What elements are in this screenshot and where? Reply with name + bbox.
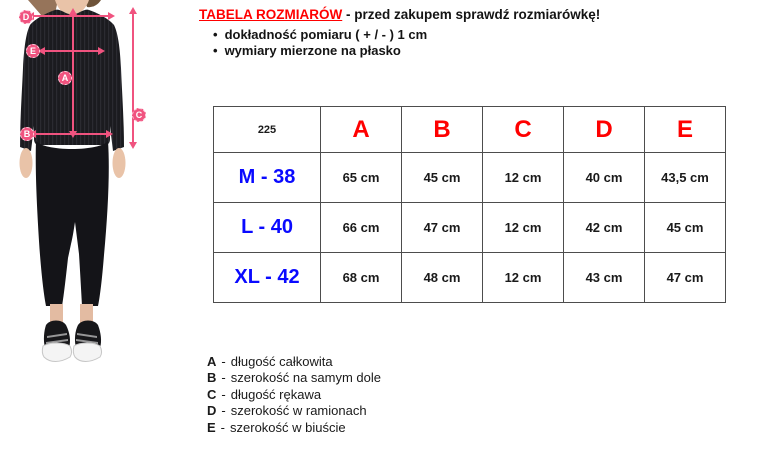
legend-item-e: [207, 420, 381, 436]
right-shoe-sole: [73, 343, 101, 362]
table-header-row: [214, 107, 726, 153]
note-item: • wymiary mierzone na płasko: [213, 43, 427, 59]
measure-point-c: C: [132, 108, 146, 122]
cell-value: 12 cm: [483, 253, 564, 303]
legend-separator: -: [220, 419, 226, 435]
legend-text: długość całkowita: [230, 354, 333, 369]
legend-separator: -: [221, 370, 226, 386]
measure-line-a: [72, 10, 74, 136]
measure-point-b: B: [20, 127, 34, 141]
cell-value: 48 cm: [402, 253, 483, 303]
table-row-l40: [214, 203, 726, 253]
measure-point-d: D: [19, 10, 33, 24]
cell-value: 43,5 cm: [645, 153, 726, 203]
page-title: TABELA ROZMIARÓW: [199, 7, 343, 22]
headline: [199, 7, 600, 22]
legend-separator: -: [221, 403, 226, 419]
cell-value: 45 cm: [645, 203, 726, 253]
cell-value: 42 cm: [564, 203, 645, 253]
legend-item-d: [207, 403, 381, 419]
cell-value: 45 cm: [402, 153, 483, 203]
cell-value: 65 cm: [321, 153, 402, 203]
product-code: 225: [214, 107, 321, 153]
cell-value: 66 cm: [321, 203, 402, 253]
legend-letter: A: [207, 354, 217, 369]
notes-list: [213, 27, 427, 59]
size-label: XL - 42: [214, 253, 321, 303]
right-hand-skin: [113, 148, 126, 178]
left-shoe-sole: [42, 343, 71, 362]
legend-item-a: [207, 354, 381, 370]
column-header-c: C: [483, 107, 564, 153]
legend-letter: D: [207, 403, 217, 419]
cell-value: 40 cm: [564, 153, 645, 203]
cell-value: 47 cm: [402, 203, 483, 253]
left-hand-skin: [20, 148, 33, 178]
legend-item-c: [207, 387, 381, 403]
cell-value: 47 cm: [645, 253, 726, 303]
measure-point-a: A: [58, 71, 72, 85]
size-label: M - 38: [214, 153, 321, 203]
legend-text: szerokość w biuście: [230, 419, 346, 435]
legend-text: szerokość na samym dole: [230, 370, 382, 386]
size-label: L - 40: [214, 203, 321, 253]
column-header-a: A: [321, 107, 402, 153]
legend-text: długość rękawa: [230, 386, 322, 402]
model-photo: [0, 0, 190, 365]
table-row-xl42: [214, 253, 726, 303]
leggings: [36, 141, 109, 306]
legend-letter: C: [207, 386, 217, 402]
cell-value: 12 cm: [483, 153, 564, 203]
cell-value: 43 cm: [564, 253, 645, 303]
legend-letter: E: [207, 419, 216, 435]
measure-line-d: [29, 15, 113, 17]
legend-text: szerokość w ramionach: [230, 403, 367, 419]
column-header-e: E: [645, 107, 726, 153]
cell-value: 12 cm: [483, 203, 564, 253]
table-row-m38: [214, 153, 726, 203]
legend-separator: -: [221, 386, 226, 402]
size-table: [213, 106, 726, 303]
column-header-b: B: [402, 107, 483, 153]
legend-item-b: [207, 370, 381, 386]
measure-point-e: E: [26, 44, 40, 58]
legend-letter: B: [207, 370, 217, 386]
note-item: • dokładność pomiaru ( + / - ) 1 cm: [213, 27, 427, 43]
column-header-d: D: [564, 107, 645, 153]
measure-line-c: [132, 9, 134, 147]
legend-separator: -: [221, 354, 226, 369]
cell-value: 68 cm: [321, 253, 402, 303]
page-subtitle: - przed zakupem sprawdź rozmiarówkę!: [342, 7, 601, 22]
measure-line-b: [31, 133, 111, 135]
measurement-legend: [207, 354, 381, 436]
